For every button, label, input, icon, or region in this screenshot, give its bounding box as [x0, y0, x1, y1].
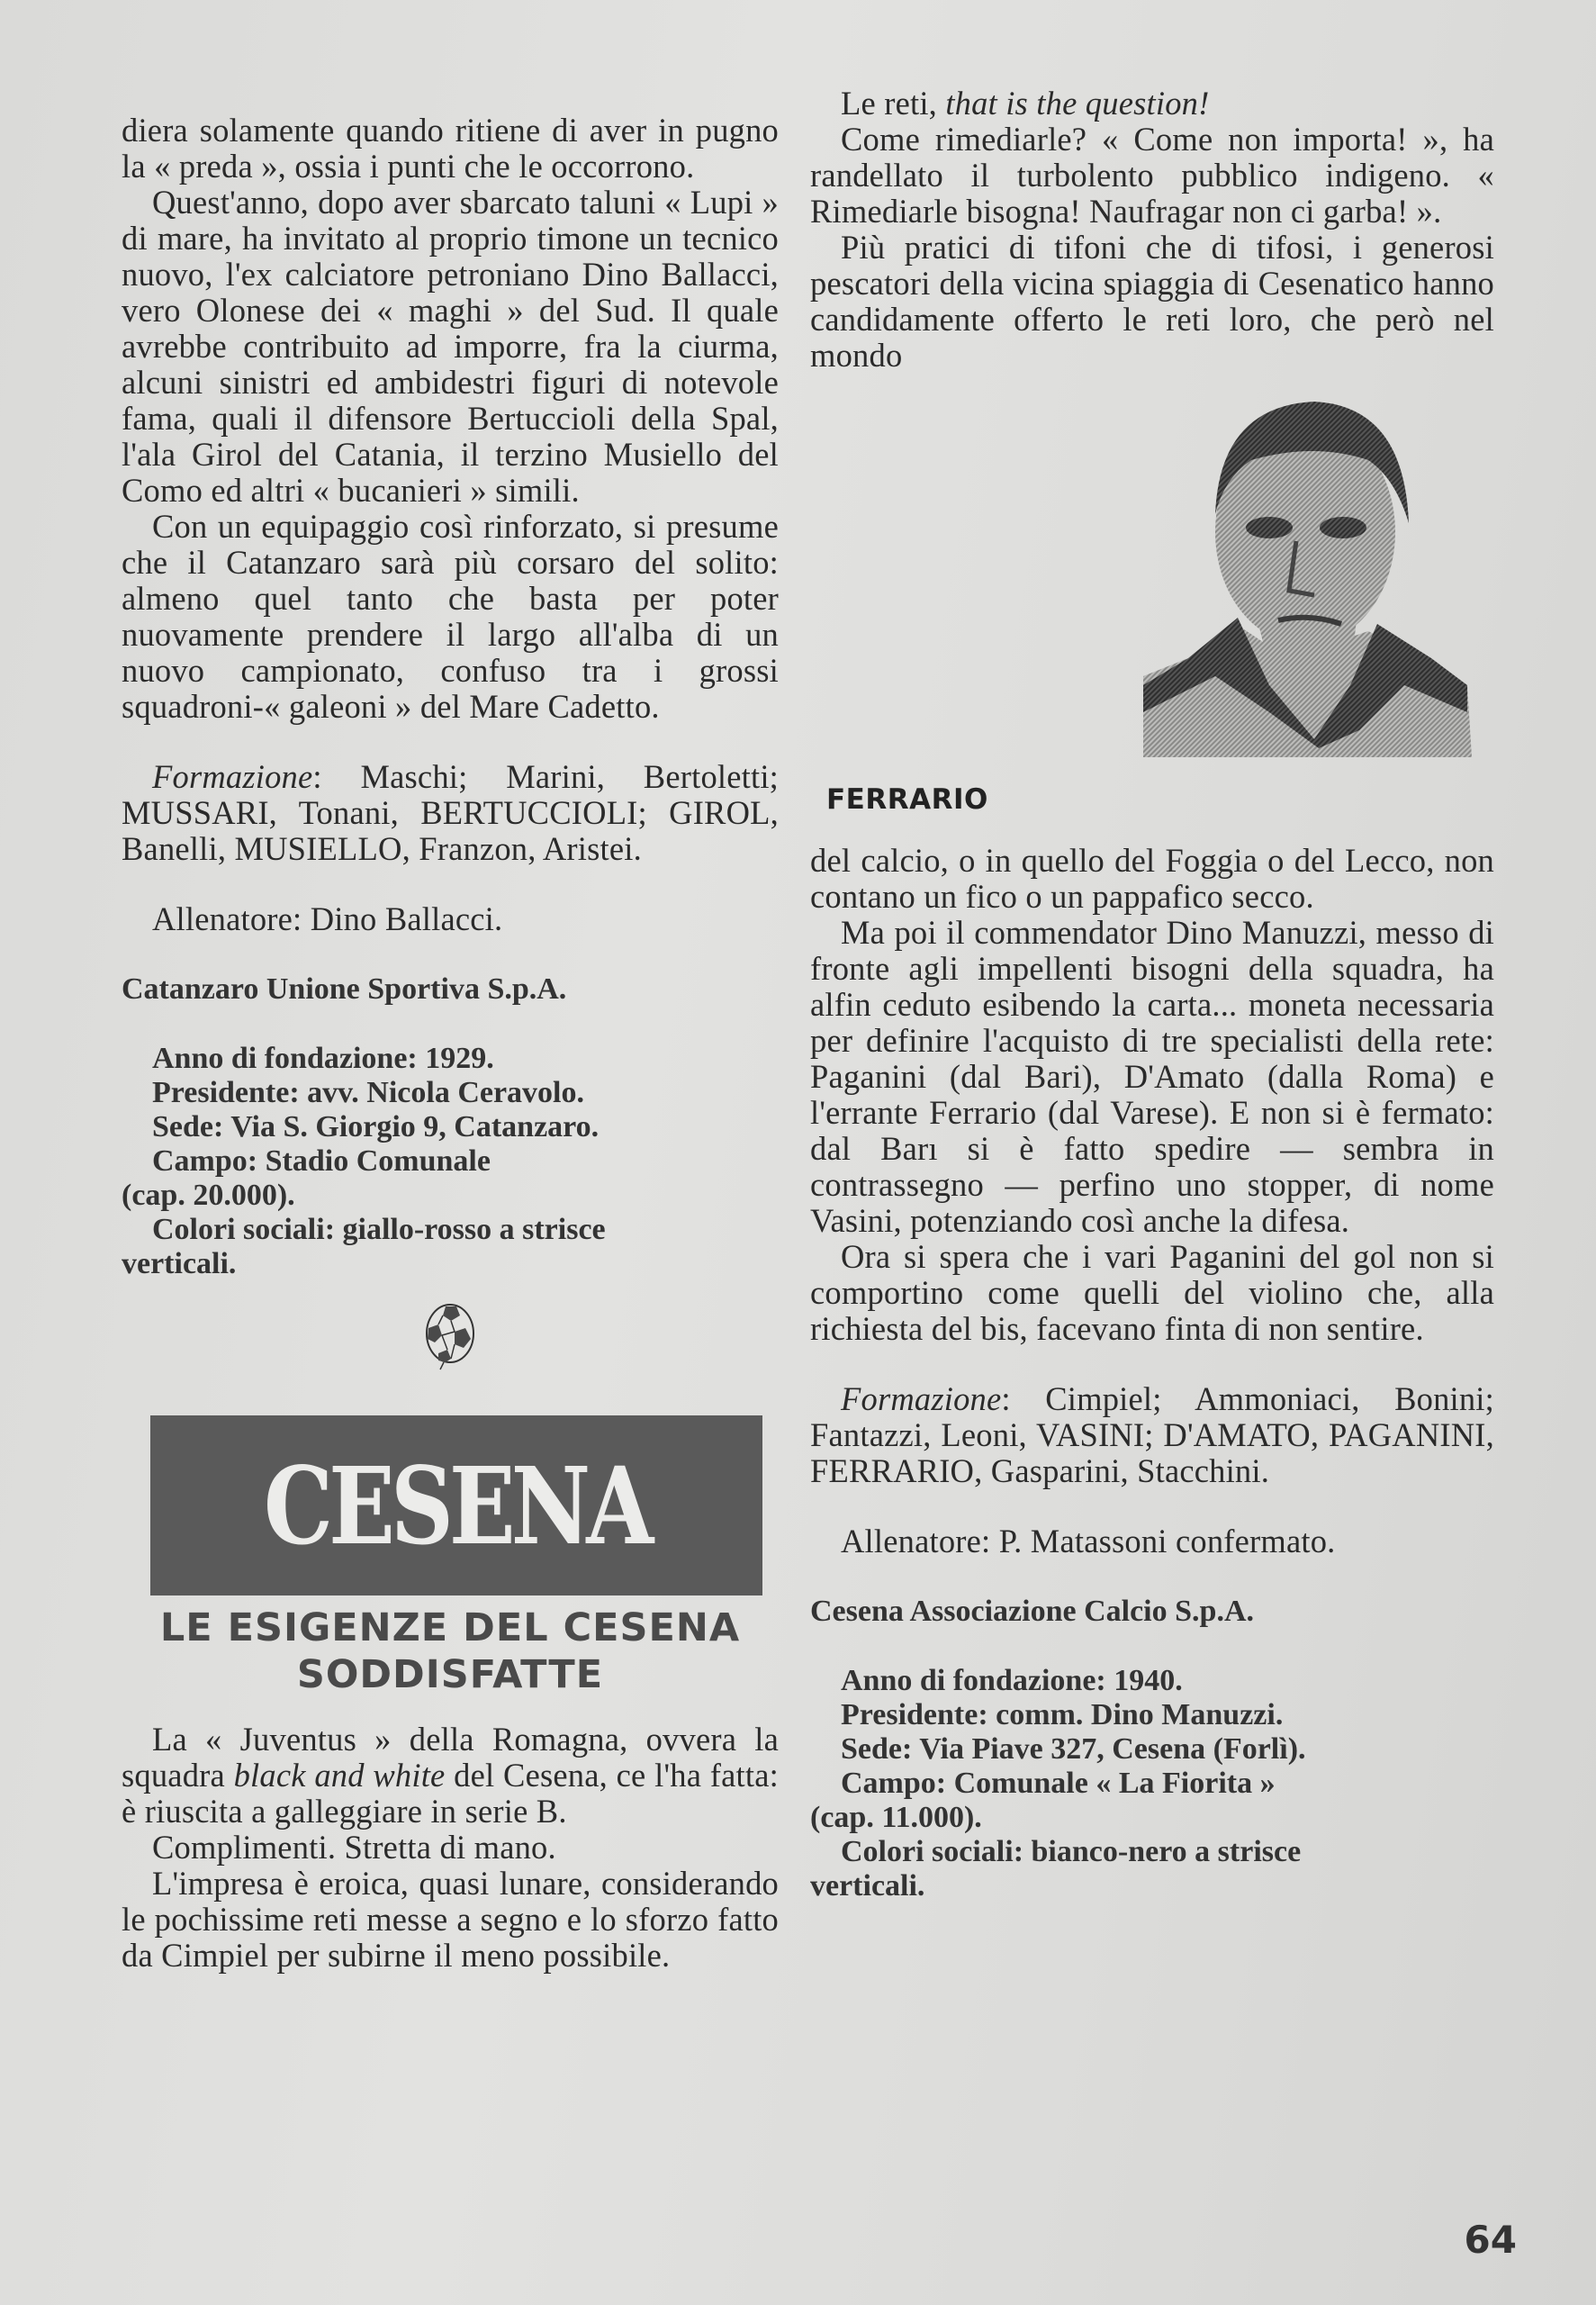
catanzaro-coach: Allenatore: Dino Ballacci.: [152, 900, 503, 937]
right-paragraph-3: Più pratici di tifoni che di tifosi, i generosi pescatori della vicina spiaggia di Cesenatico hanno candidamente offerto le reti loro, che però nel mondo: [810, 229, 1494, 374]
club-colors-cont: verticali.: [122, 1247, 237, 1280]
catanzaro-paragraph-2: Quest'anno, dopo aver sbarcato taluni « Lupi » di mare, ha invitato al proprio timone un tecnico nuovo, l'ex calciatore petroniano Dino Ballacci, vero Olonese dei « maghi » del Sud. Il quale avrebbe contribuito ad imporre, fra la ciurma, alcuni sinistri ed ambidestri figuri di notevole fama, quali il difensore Bertuccioli della Spal, l'ala Girol del Catania, il terzino Musiello del Como ed altri « bucanieri » simili.: [122, 184, 779, 509]
club-colors: Colori sociali: bianco-nero a strisce: [841, 1835, 1302, 1868]
founded: Anno di fondazione: 1929.: [152, 1042, 494, 1075]
headline-line-2: SODDISFATTE: [296, 1652, 604, 1697]
formation-text: : Cimpiel; Ammoniaci, Bonini; Fantazzi, Leoni, VASINI; D'AMATO, PAGANINI, FERRARIO, Gasparini, Stacchini.: [810, 1380, 1494, 1489]
formation-text: : Maschi; Marini, Bertoletti; MUSSARI, Tonani, BERTUCCIOLI; GIROL, Banelli, MUSIELLO, Franzon, Aristei.: [122, 758, 779, 867]
cesena-formation: [810, 1381, 1494, 1489]
club-colors: Colori sociali: giallo-rosso a strisce: [152, 1213, 606, 1246]
cesena-p1-text-b: del Cesena, ce l'ha fatta: è riuscita a galleggiare in serie B.: [122, 1757, 779, 1830]
catanzaro-paragraph-3: Con un equipaggio così rinforzato, si presume che il Catanzaro sarà più corsaro del solito: almeno quel tanto che basta per poter nuovamente prendere il largo all'alba di un nuovo campionato, confuso tra i grossi squadroni-« galeoni » del Mare Cadetto.: [122, 508, 779, 725]
left-column: [122, 113, 779, 1974]
player-photo-block: [810, 388, 1494, 843]
cesena-p1-text-a: La « Juventus » della Romagna, ovvera la squadra: [122, 1721, 779, 1794]
cesena-club-info: [810, 1664, 1494, 1903]
cesena-club-name: Cesena Associazione Calcio S.p.A.: [810, 1595, 1254, 1628]
club-colors-cont: verticali.: [810, 1869, 925, 1903]
right-paragraph-3-cont: del calcio, o in quello del Foggia o del Lecco, non contano un fico o un pappafico secco.: [810, 842, 1494, 915]
right-p1-italic: that is the question!: [945, 85, 1210, 122]
catanzaro-intro-paragraph: diera solamente quando ritiene di aver in pugno la « preda », ossia i punti che le occorrono.: [122, 112, 779, 185]
field: Campo: Stadio Comunale: [152, 1144, 491, 1178]
right-paragraph-5: Ora si spera che i vari Paganini del gol non si comportino come quelli del violino che, alla richiesta del bis, facevano finta di non sentire.: [810, 1238, 1494, 1347]
right-p1-text: Le reti,: [841, 85, 946, 122]
headline-line-1: LE ESIGENZE DEL CESENA: [159, 1605, 741, 1650]
seat: Sede: Via S. Giorgio 9, Catanzaro.: [152, 1110, 600, 1143]
page-number: 64: [1464, 2218, 1517, 2262]
president: Presidente: comm. Dino Manuzzi.: [841, 1698, 1284, 1731]
formation-label: Formazione: [841, 1380, 1002, 1417]
photo-caption: FERRARIO: [826, 783, 988, 816]
catanzaro-club-name: Catanzaro Unione Sportiva S.p.A.: [122, 972, 567, 1006]
right-paragraph-4: Ma poi il commendator Dino Manuzzi, messo di fronte agli impellenti bisogni della squadra, ha alfin ceduto esibendo la carta... moneta necessaria per definire l'acquisto di tre specialisti della rete: Paganini (dal Bari), D'Amato (dalla Roma) e l'errante Ferrario (dal Varese). E non si è fermato: dal Barı si è fatto spedire — sembra in contrassegno — perfino uno stopper, di nome Vasini, potenziando così anche la difesa.: [810, 914, 1494, 1239]
founded: Anno di fondazione: 1940.: [841, 1664, 1183, 1697]
cesena-paragraph-1: [122, 1722, 779, 1830]
section-divider: [122, 1301, 779, 1376]
right-paragraph-1: [810, 86, 1494, 122]
cesena-coach: Allenatore: P. Matassoni confermato.: [841, 1523, 1336, 1559]
cesena-headline: [122, 1604, 779, 1698]
right-paragraph-2: Come rimediarle? « Come non importa! », ha randellato il turbolento pubblico indigeno. « Rimediarle bisogna! Naufragar non ci garba! ».: [810, 121, 1494, 230]
cesena-paragraph-3: L'impresa è eroica, quasi lunare, considerando le pochissime reti messe a segno e lo sforzo fatto da Cimpiel per subirne il meno possibile.: [122, 1865, 779, 1974]
capacity: (cap. 11.000).: [810, 1801, 982, 1834]
banner-title: CESENA: [263, 1442, 650, 1568]
field: Campo: Comunale « La Fiorita »: [841, 1767, 1276, 1800]
player-portrait-photo: [1134, 388, 1476, 766]
capacity: (cap. 20.000).: [122, 1179, 295, 1212]
president: Presidente: avv. Nicola Ceravolo.: [152, 1076, 585, 1109]
catanzaro-formation: [122, 759, 779, 867]
cesena-p1-italic: black and white: [233, 1757, 446, 1794]
right-column: [810, 86, 1494, 1903]
seat: Sede: Via Piave 327, Cesena (Forlì).: [841, 1732, 1306, 1766]
cesena-paragraph-2: Complimenti. Stretta di mano.: [152, 1829, 556, 1866]
formation-label: Formazione: [152, 758, 313, 795]
football-icon: [419, 1301, 482, 1371]
cesena-banner: [150, 1415, 762, 1595]
catanzaro-club-info: [122, 1042, 779, 1281]
